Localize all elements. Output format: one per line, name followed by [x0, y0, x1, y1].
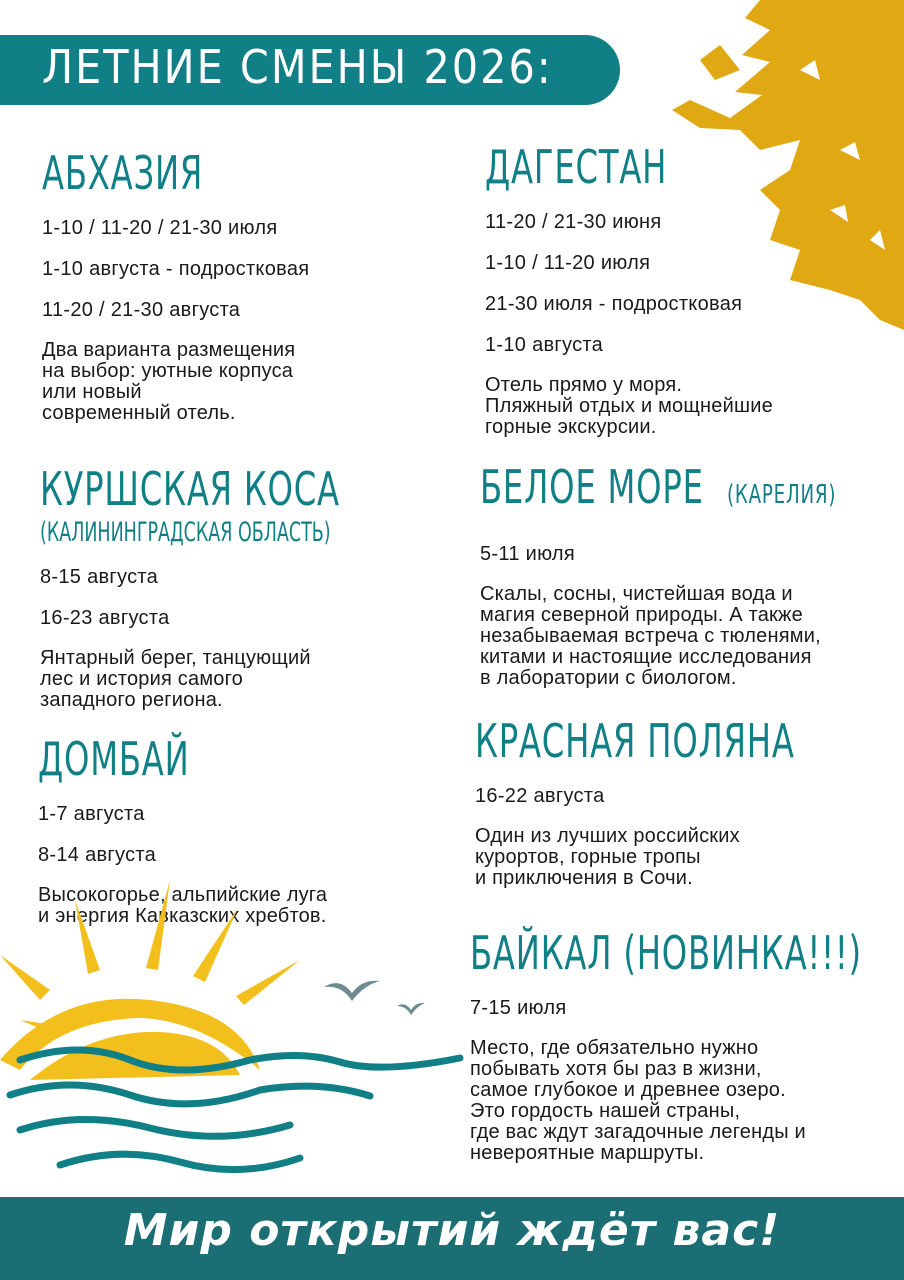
- date-line: 11-20 / 21-30 августа: [42, 298, 241, 321]
- date-line: 1-10 / 11-20 июля: [485, 251, 651, 274]
- section-abkhazia: [42, 148, 442, 424]
- date-line: 7-15 июля: [470, 996, 567, 1019]
- date-line: 11-20 / 21-30 июня: [485, 210, 662, 233]
- section-title: КУРШСКАЯ КОСА: [40, 462, 340, 516]
- section-description: Один из лучших российских курортов, горные тропы и приключения в Сочи.: [475, 824, 740, 889]
- section-white-sea: [480, 462, 890, 689]
- footer-slogan: Мир открытий ждёт вас!: [123, 1205, 781, 1256]
- date-line: 16-22 августа: [475, 784, 605, 807]
- seagull-icon: [396, 1000, 426, 1018]
- section-title: АБХАЗИЯ: [42, 146, 204, 200]
- date-line: 8-15 августа: [40, 565, 159, 588]
- date-line: 1-10 / 11-20 / 21-30 июля: [42, 216, 278, 239]
- section-title: ДАГЕСТАН: [485, 140, 668, 194]
- section-title: БАЙКАЛ (НОВИНКА!!!): [470, 926, 862, 980]
- section-description: Место, где обязательно нужно побывать хотя бы раз в жизни, самое глубокое и древнее озеро. Это гордость нашей страны, где вас ждут загадочные легенды и невероятные маршруты.: [470, 1036, 806, 1164]
- section-baikal: [470, 928, 890, 1164]
- section-curonian-spit: [40, 464, 440, 711]
- date-line: 1-10 августа: [485, 333, 604, 356]
- page-title: ЛЕТНИЕ СМЕНЫ 2026:: [42, 40, 553, 94]
- section-subtitle: (КАЛИНИНГРАДСКАЯ ОБЛАСТЬ): [40, 516, 331, 548]
- seagull-icon: [322, 975, 382, 1005]
- sea-waves-icon: [0, 1030, 470, 1200]
- date-line: 8-14 августа: [38, 843, 157, 866]
- section-description: Два варианта размещения на выбор: уютные корпуса или новый современный отель.: [42, 338, 296, 424]
- section-title: КРАСНАЯ ПОЛЯНА: [475, 714, 795, 768]
- date-line: 21-30 июля - подростковая: [485, 292, 743, 315]
- date-line: 1-10 августа - подростковая: [42, 257, 310, 280]
- section-krasnaya-polyana: [475, 716, 885, 889]
- section-description: Янтарный берег, танцующий лес и история самого западного региона.: [40, 646, 311, 711]
- section-title-note: (КАРЕЛИЯ): [726, 480, 837, 510]
- date-line: 1-7 августа: [38, 802, 145, 825]
- section-description: Отель прямо у моря. Пляжный отдых и мощнейшие горные экскурсии.: [485, 373, 773, 438]
- date-line: 16-23 августа: [40, 606, 170, 629]
- section-dagestan: [485, 142, 885, 438]
- section-description: Высокогорье, альпийские луга и энергия Кавказских хребтов.: [38, 883, 328, 927]
- section-description: Скалы, сосны, чистейшая вода и магия северной природы. А также незабываемая встреча с тюленями, китами и настоящие исследования в лаборатории с биологом.: [480, 582, 821, 689]
- section-title: БЕЛОЕ МОРЕ: [480, 460, 704, 514]
- date-line: 5-11 июля: [480, 542, 576, 565]
- section-title: ДОМБАЙ: [38, 732, 190, 786]
